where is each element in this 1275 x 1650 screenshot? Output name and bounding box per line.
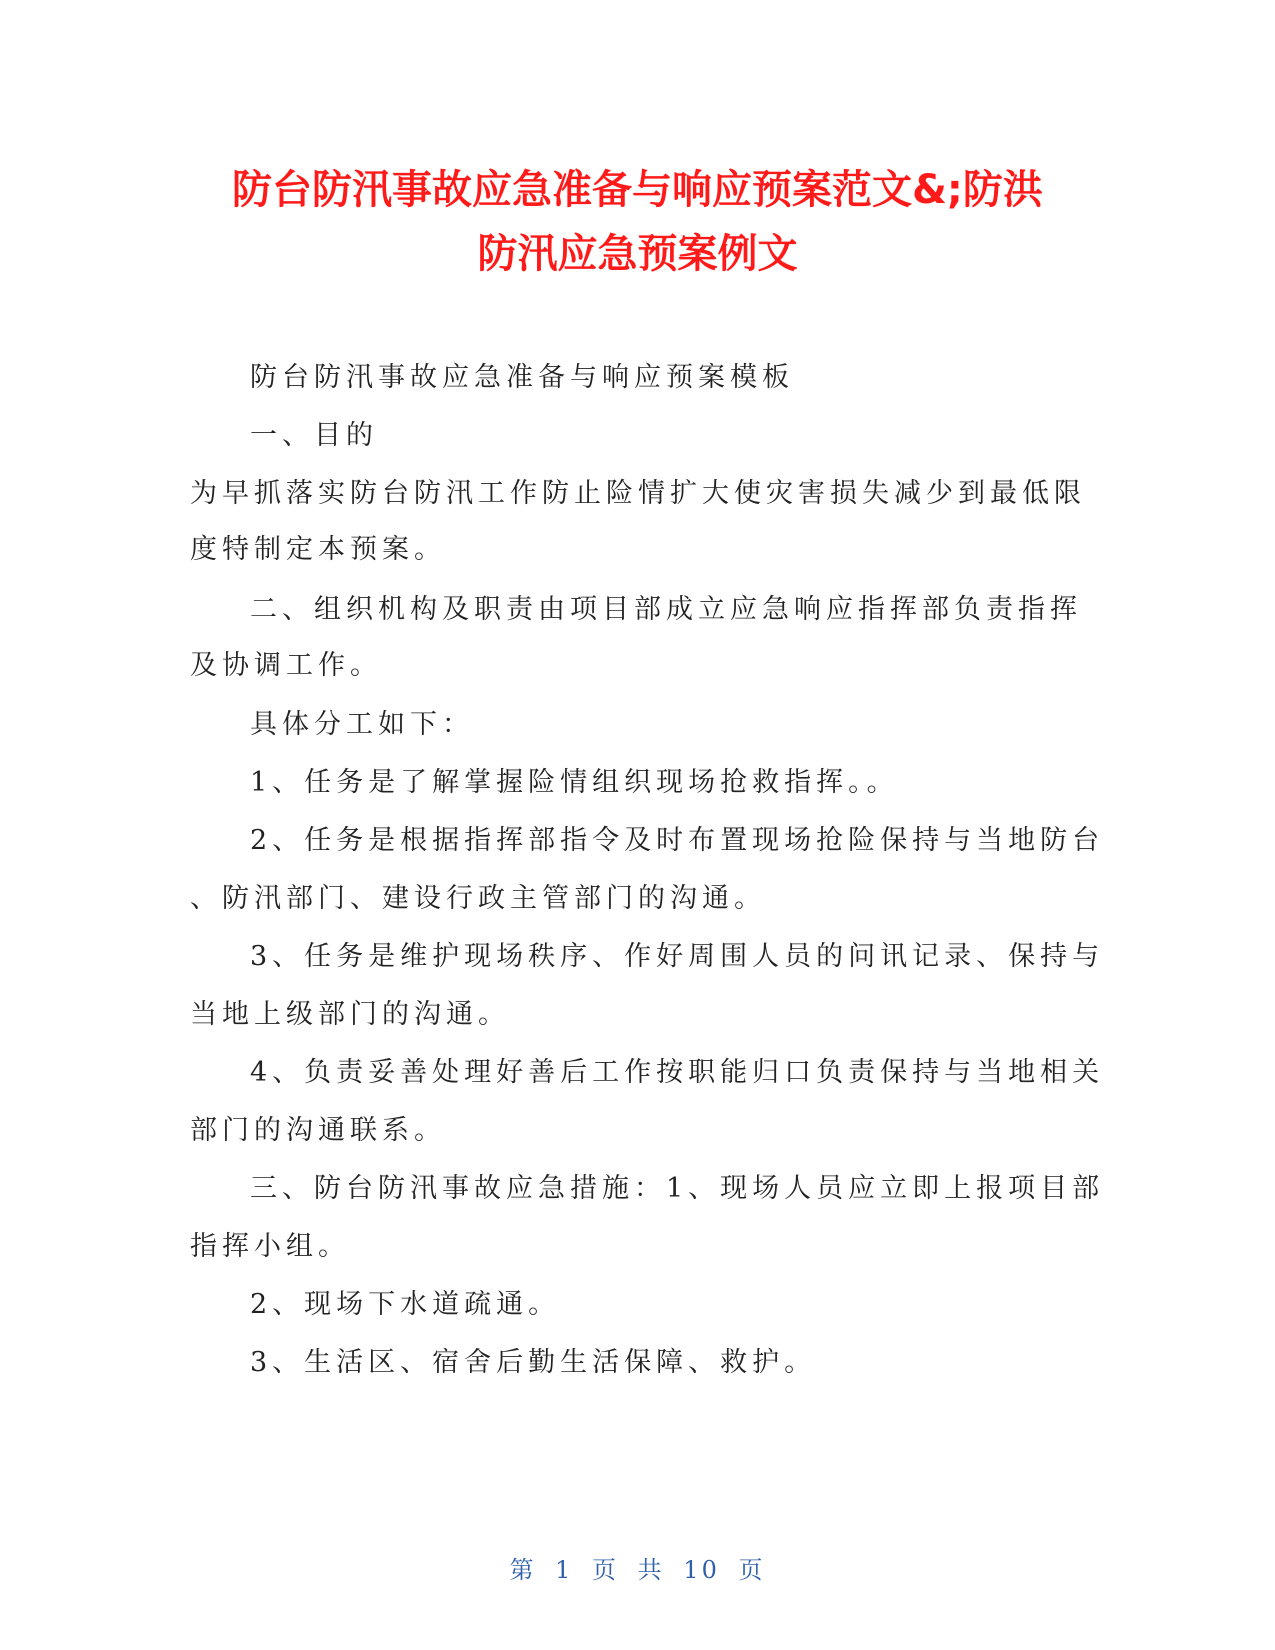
paragraph-line: 具体分工如下： [250, 709, 474, 740]
section-heading-purpose: 一、目的 [250, 420, 378, 451]
list-item-continuation: 部门的沟通联系。 [190, 1115, 446, 1146]
page-number-footer: 第 1 页 共 10 页 [509, 1556, 766, 1584]
list-item: 2、现场下水道疏通。 [250, 1289, 561, 1320]
paragraph-line: 度特制定本预案。 [190, 534, 446, 565]
paragraph-line: 为早抓落实防台防汛工作防止险情扩大使灾害损失减少到最低限 [190, 478, 1086, 509]
paragraph-line: 三、防台防汛事故应急措施：1、现场人员应立即上报项目部 [250, 1173, 1105, 1204]
list-item-continuation: 当地上级部门的沟通。 [190, 999, 510, 1030]
document-title-line-1: 防台防汛事故应急准备与响应预案范文&;防洪 [232, 167, 1043, 213]
list-item: 2、任务是根据指挥部指令及时布置现场抢险保持与当地防台 [250, 825, 1105, 856]
document-title-line-2: 防汛应急预案例文 [477, 231, 798, 277]
list-item: 3、任务是维护现场秩序、作好周围人员的问讯记录、保持与 [250, 941, 1105, 972]
paragraph-subtitle: 防台防汛事故应急准备与响应预案模板 [250, 362, 794, 393]
list-item: 3、生活区、宿舍后勤生活保障、救护。 [250, 1347, 817, 1378]
list-item: 1、任务是了解掌握险情组织现场抢救指挥。。 [250, 767, 899, 798]
paragraph-line: 指挥小组。 [190, 1231, 350, 1262]
paragraph-line: 及协调工作。 [190, 650, 382, 681]
list-item-continuation: 、防汛部门、建设行政主管部门的沟通。 [190, 883, 766, 914]
list-item: 4、负责妥善处理好善后工作按职能归口负责保持与当地相关 [250, 1057, 1105, 1088]
paragraph-line: 二、组织机构及职责由项目部成立应急响应指挥部负责指挥 [250, 594, 1082, 625]
